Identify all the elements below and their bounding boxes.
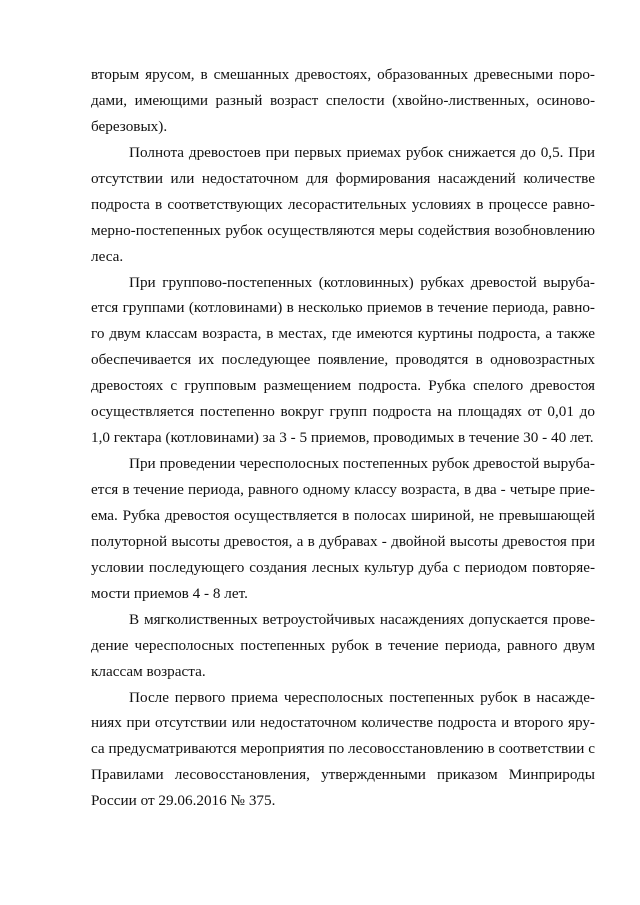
text-line: леса. xyxy=(91,247,124,265)
text-line: России от 29.06.2016 № 375. xyxy=(91,792,276,810)
paragraph-2 xyxy=(91,140,595,270)
text-line: дение чересполосных постепенных рубок в течение периода, равного двум xyxy=(91,636,595,654)
text-line: го двум классам возраста, в местах, где имеются куртины подроста, а также xyxy=(91,325,595,343)
text-line: отсутствии или недостаточном для формирования насаждений количестве xyxy=(91,169,595,187)
text-line: В мягколиственных ветроустойчивых насаждениях допускается прове- xyxy=(129,610,595,628)
text-line: березовых). xyxy=(91,117,168,135)
text-line: После первого приема чересполосных постепенных рубок в насажде- xyxy=(129,688,595,706)
paragraph-3 xyxy=(91,270,595,452)
text-line: Полнота древостоев при первых приемах рубок снижается до 0,5. При xyxy=(129,143,595,161)
paragraph-6 xyxy=(91,685,595,815)
text-line: обеспечивается их последующее появление, проводятся в одновозрастных xyxy=(91,351,595,369)
text-line: Правилами лесовосстановления, утвержденными приказом Минприроды xyxy=(91,766,595,784)
text-line: мости приемов 4 - 8 лет. xyxy=(91,584,248,602)
text-line: осуществляется постепенно вокруг групп подроста на площадях от 0,01 до xyxy=(91,403,595,421)
text-line: При проведении чересполосных постепенных рубок древостой выруба- xyxy=(129,455,595,473)
text-line: вторым ярусом, в смешанных древостоях, образованных древесными поро- xyxy=(91,66,595,83)
paragraph-1 xyxy=(91,62,595,140)
text-line: классам возраста. xyxy=(91,662,206,680)
text-line: мерно-постепенных рубок осуществляются меры содействия возобновлению xyxy=(91,221,595,239)
text-line: древостоях с групповым размещением подроста. Рубка спелого древостоя xyxy=(91,377,595,395)
text-line: ется в течение периода, равного одному классу возраста, в два - четыре прие- xyxy=(91,481,595,498)
text-line: При группово-постепенных (котловинных) рубках древостой выруба- xyxy=(129,273,595,291)
paragraph-5 xyxy=(91,607,595,685)
text-line: са предусматриваются мероприятия по лесовосстановлению в соответствии с xyxy=(91,740,595,758)
text-line: условии последующего создания лесных культур дуба с периодом повторяе- xyxy=(91,558,595,576)
text-line: ниях при отсутствии или недостаточном количестве подроста и второго яру- xyxy=(91,714,595,732)
text-line: подроста в соответствующих лесорастительных условиях в процессе равно- xyxy=(91,195,595,213)
text-line: 1,0 гектара (котловинами) за 3 - 5 приемов, проводимых в течение 30 - 40 лет. xyxy=(91,429,594,447)
text-line: полуторной высоты древостоя, а в дубравах - двойной высоты древостоя при xyxy=(91,532,595,550)
paragraph-4 xyxy=(91,451,595,607)
text-line: ема. Рубка древостоя осуществляется в полосах шириной, не превышающей xyxy=(91,506,595,524)
text-line: дами, имеющими разный возраст спелости (хвойно-лиственных, осиново- xyxy=(91,91,595,109)
text-line: ется группами (котловинами) в несколько приемов в течение периода, равно- xyxy=(91,299,595,317)
document-body xyxy=(91,62,595,814)
